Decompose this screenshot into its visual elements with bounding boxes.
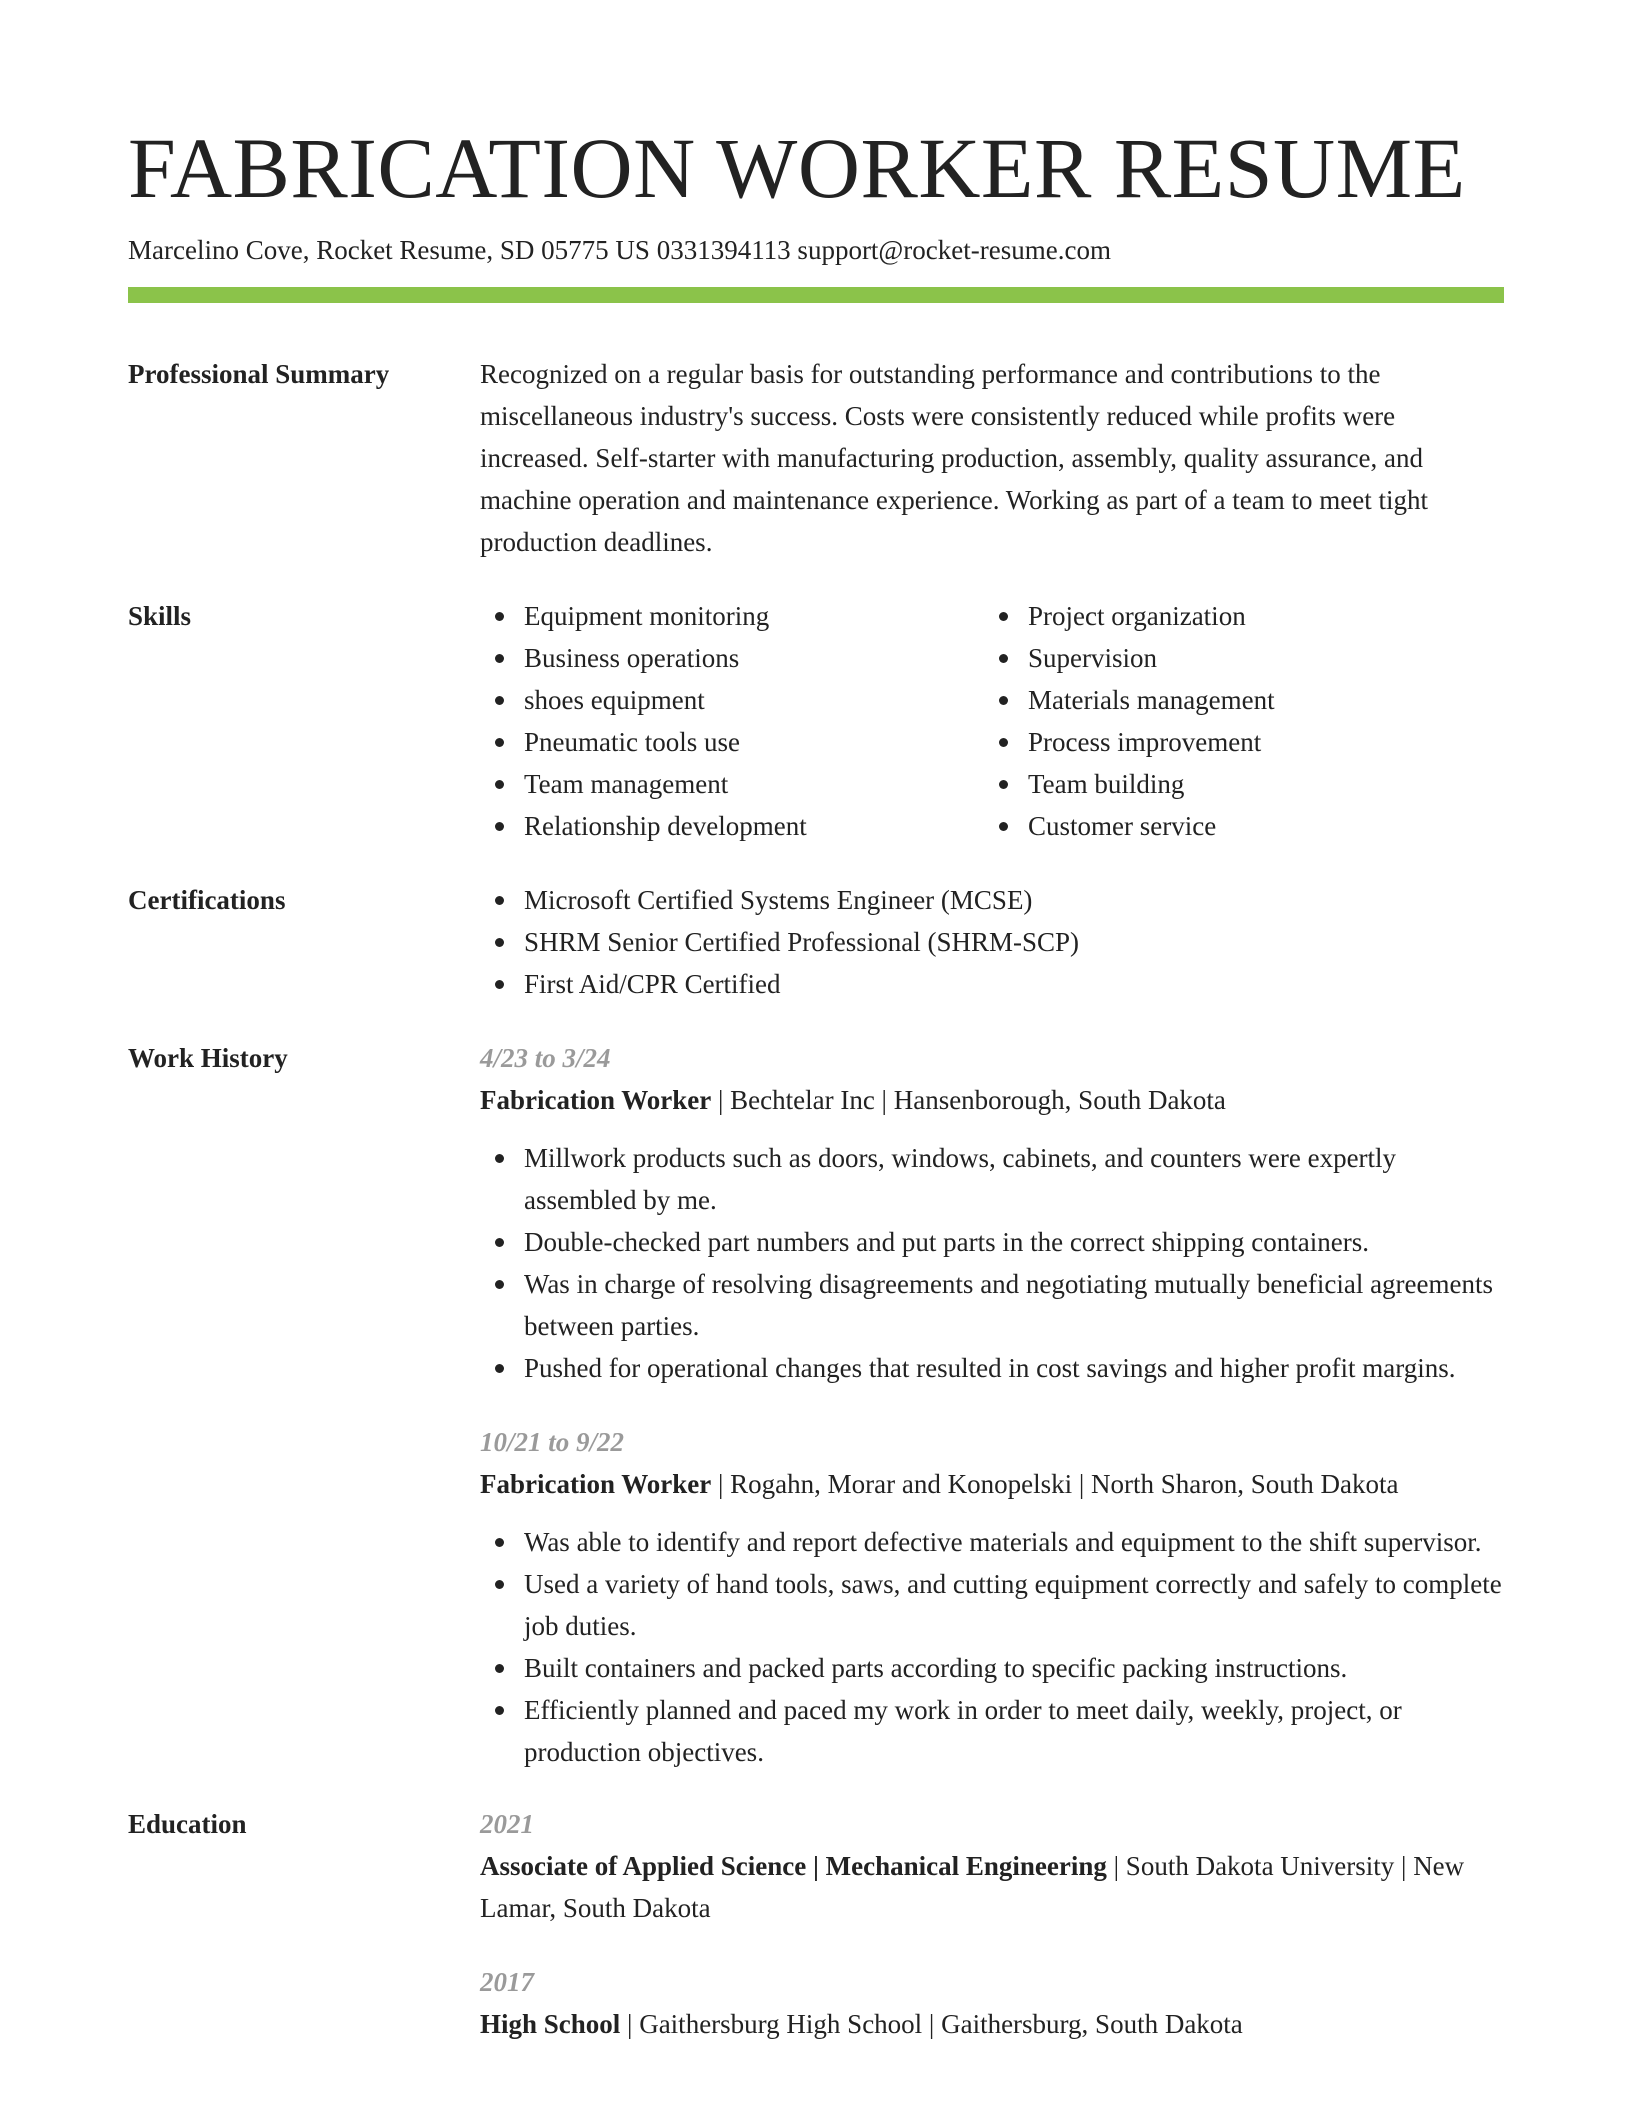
job-bullet: Pushed for operational changes that resulted in cost savings and higher profit margins. xyxy=(480,1347,1504,1389)
skill-item: shoes equipment xyxy=(480,679,984,721)
education-body xyxy=(480,1803,1504,2045)
certifications-section xyxy=(128,879,1504,1005)
certifications-list xyxy=(480,879,1504,1005)
skill-item: Project organization xyxy=(984,595,1504,637)
work-history-body xyxy=(480,1037,1504,1773)
skill-item: Pneumatic tools use xyxy=(480,721,984,763)
job-bullets xyxy=(480,1137,1504,1389)
job-bullet: Double-checked part numbers and put parts in the correct shipping containers. xyxy=(480,1221,1504,1263)
job-bullet: Was in charge of resolving disagreements and negotiating mutually beneficial agreements between parties. xyxy=(480,1263,1504,1347)
education-details: | South Dakota University | New Lamar, South Dakota xyxy=(480,1851,1465,1923)
education-details: | Gaithersburg High School | Gaithersburg, South Dakota xyxy=(620,2009,1243,2039)
certification-item: Microsoft Certified Systems Engineer (MCSE) xyxy=(480,879,1504,921)
skill-item: Process improvement xyxy=(984,721,1504,763)
header-divider xyxy=(128,287,1504,303)
work-history-section xyxy=(128,1037,1504,1773)
skills-body xyxy=(480,595,1504,847)
education-year: 2021 xyxy=(480,1809,534,1839)
skills-list-right xyxy=(984,595,1504,847)
contact-line: Marcelino Cove, Rocket Resume, SD 05775 US 0331394113 support@rocket-resume.com xyxy=(128,235,1111,265)
certification-item: First Aid/CPR Certified xyxy=(480,963,1504,1005)
job-bullet: Efficiently planned and paced my work in order to meet daily, weekly, project, or production objectives. xyxy=(480,1689,1504,1773)
education-degree: Associate of Applied Science | Mechanical Engineering xyxy=(480,1851,1107,1881)
education-entry xyxy=(480,1803,1504,1929)
summary-label: Professional Summary xyxy=(128,359,390,389)
job-heading xyxy=(480,1079,1504,1121)
skills-label: Skills xyxy=(128,601,192,631)
resume-title: FABRICATION WORKER RESUME xyxy=(128,120,1466,216)
job-entry xyxy=(480,1037,1504,1389)
certifications-label: Certifications xyxy=(128,885,286,915)
education-heading xyxy=(480,1845,1504,1929)
skill-item: Relationship development xyxy=(480,805,984,847)
skill-item: Equipment monitoring xyxy=(480,595,984,637)
job-entry xyxy=(480,1421,1504,1773)
skill-item: Business operations xyxy=(480,637,984,679)
skill-item: Materials management xyxy=(984,679,1504,721)
job-dates: 4/23 to 3/24 xyxy=(480,1043,611,1073)
education-label: Education xyxy=(128,1809,247,1839)
job-details: | Rogahn, Morar and Konopelski | North Sharon, South Dakota xyxy=(711,1469,1399,1499)
education-heading xyxy=(480,2003,1504,2045)
job-bullet: Used a variety of hand tools, saws, and cutting equipment correctly and safely to complete job duties. xyxy=(480,1563,1504,1647)
job-title: Fabrication Worker xyxy=(480,1085,712,1115)
work-history-label: Work History xyxy=(128,1043,288,1073)
job-bullet: Built containers and packed parts according to specific packing instructions. xyxy=(480,1647,1504,1689)
job-bullet: Millwork products such as doors, windows, cabinets, and counters were expertly assembled by me. xyxy=(480,1137,1504,1221)
resume-page xyxy=(128,118,1504,2045)
certification-item: SHRM Senior Certified Professional (SHRM-SCP) xyxy=(480,921,1504,963)
skill-item: Supervision xyxy=(984,637,1504,679)
skill-item: Team building xyxy=(984,763,1504,805)
education-section xyxy=(128,1803,1504,2045)
education-year: 2017 xyxy=(480,1967,534,1997)
job-bullets xyxy=(480,1521,1504,1773)
job-heading xyxy=(480,1463,1504,1505)
job-title: Fabrication Worker xyxy=(480,1469,712,1499)
skill-item: Customer service xyxy=(984,805,1504,847)
job-dates: 10/21 to 9/22 xyxy=(480,1427,625,1457)
skills-section xyxy=(128,595,1504,847)
education-degree: High School xyxy=(480,2009,621,2039)
job-bullet: Was able to identify and report defective materials and equipment to the shift supervisor. xyxy=(480,1521,1504,1563)
job-details: | Bechtelar Inc | Hansenborough, South Dakota xyxy=(711,1085,1226,1115)
skill-item: Team management xyxy=(480,763,984,805)
certifications-body xyxy=(480,879,1504,1005)
education-entry xyxy=(480,1961,1504,2045)
summary-section xyxy=(128,353,1504,563)
skills-list-left xyxy=(480,595,984,847)
summary-text: Recognized on a regular basis for outstanding performance and contributions to the miscellaneous industry's success. Costs were consistently reduced while profits were increased. Self-starter with manufacturing production, assembly, quality assurance, and machine operation and maintenance experience. Working as part of a team to meet tight production deadlines. xyxy=(480,359,1428,557)
